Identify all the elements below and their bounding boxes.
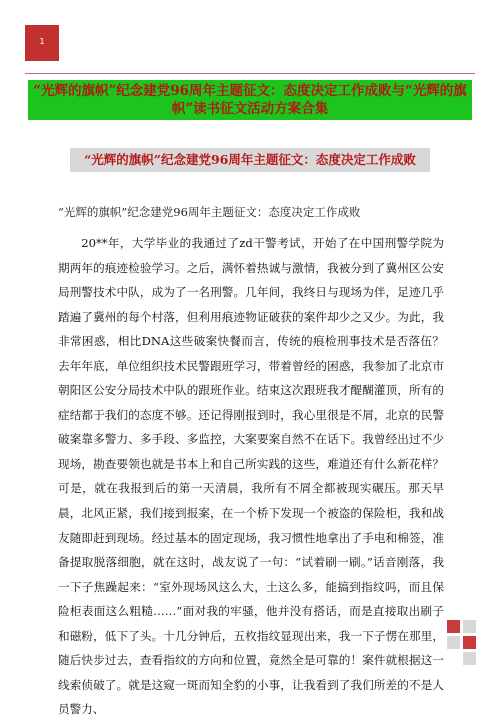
article-body: 20**年，大学毕业的我通过了zd干警考试，开始了在中国刑警学院为期两年的痕迹检验学习。之后，满怀着热诚与激情，我被分到了冀州区公安局刑警技术中队，成为了一名刑警。几年间，我终日与现场为伴，足迹几乎踏遍了冀州的每个村落，但利用痕迹物证破获的案件却少之又少。为此，我非常困惑，相比DNA这些破案快餐而言，传统的痕检刑事技术是否落伍？去年年底，单位组织技术民警跟班学习，带着曾经的困惑，我参加了北京市朝阳区公安分局技术中队的跟班作业。结束这次跟班我才醍醐灌顶，所有的症结都于我们的态度不够。还记得刚报到时，我心里很是不屑，北京的民警破案靠多警力、多手段、多监控，大案要案自然不在话下。我曾经出过不少现场，勘查要领也就是书本上和自己所实践的这些，难道还有什么新花样？可是，就在我报到后的第一天清晨，我所有不屑全都被现实碾压。那天早晨，北风正紧，我们接到报案，在一个桥下发现一个被盗的保险柜，我和战友随即赶到现场。经过基本的固定现场，我习惯性地拿出了手电和棉签，准备提取脱落细胞，就在这时，战友说了一句：“试着刷一刷。”话音刚落，我一下子焦躁起来：“室外现场风这么大，土这么多，能搞到指纹吗，而且保险柜表面这么粗糙……”面对我的牢骚，他并没有搭话，而是直接取出刷子和磁粉，低下了头。十几分钟后，五枚指纹显现出来，我一下子愣在那里，随后快步过去，查看指纹的方向和位置，竟然全是可靠的！案件就根据这一线索侦破了。就是这窥一斑而知全豹的小事，让我看到了我们所差的不是人员警力、: [58, 236, 444, 717]
page-number-badge: [25, 25, 59, 61]
corner-decoration-square: [463, 620, 476, 633]
corner-decoration-square: [447, 620, 460, 633]
corner-decoration-square: [463, 652, 476, 665]
header-divider: [25, 73, 475, 74]
article-heading: “光辉的旗帜”纪念建党96周年主题征文：态度决定工作成败: [58, 205, 361, 219]
document-title-banner: [28, 80, 472, 120]
corner-decoration-square: [463, 636, 476, 649]
page-number: 1: [39, 37, 45, 46]
section-subtitle: “光辉的旗帜”纪念建党96周年主题征文：态度决定工作成败: [70, 148, 430, 172]
document-title: “光辉的旗帜”纪念建党96周年主题征文：态度决定工作成败与“光辉的旗帜”读书征文活动方案合集: [33, 83, 467, 117]
corner-decoration-square: [447, 636, 460, 649]
